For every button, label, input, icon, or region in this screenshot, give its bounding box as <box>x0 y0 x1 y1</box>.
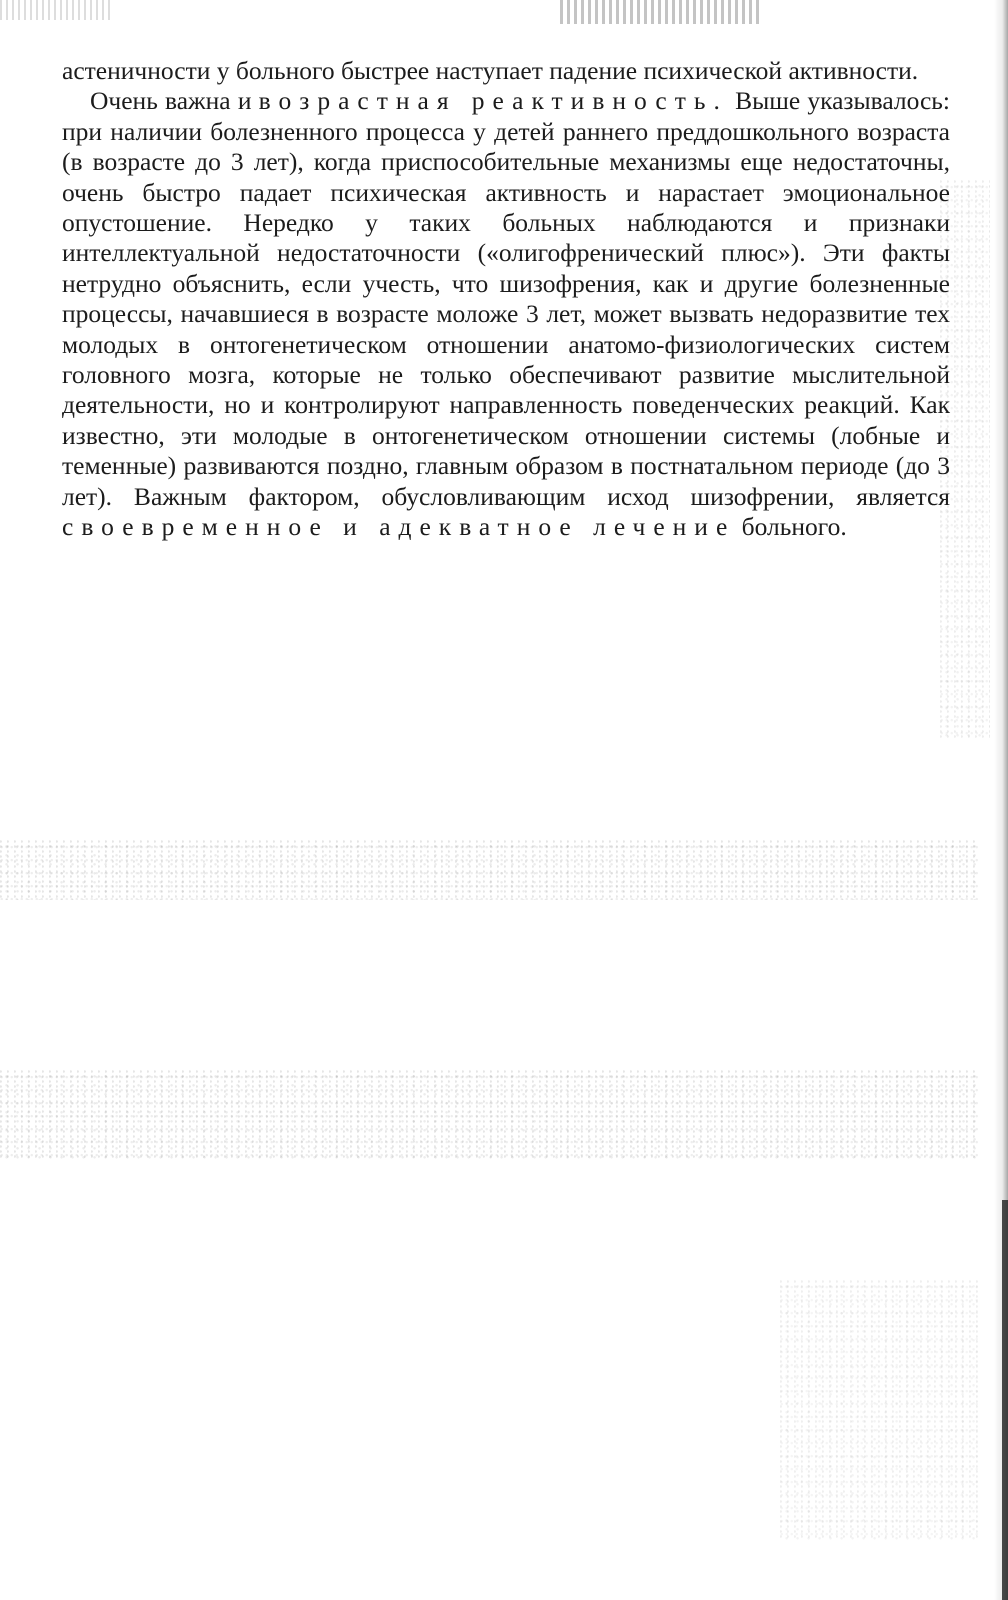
scan-smudge-top-left <box>0 0 110 20</box>
paragraph-ending: больного. <box>741 512 847 542</box>
paragraph-body: Выше указывалось: при наличии болезненного процесса у детей раннего преддошкольного возраста (в возрасте до 3 лет), когда приспособительные механизмы еще недостаточны, очень быстро падает психическая активность и нарастает эмоциональное опустошение. Нередко у таких больных наблюдаются и признаки интеллектуальной недостаточности («олигофренический плюс»). Эти факты нетрудно объяснить, если учесть, что шизофрения, как и другие болезненные процессы, начавшиеся в возрасте моложе 3 лет, может вызвать недоразвитие тех молодых в онтогенетическом отношении анатомо-физиологических систем головного мозга, которые не только обеспечивают развитие мыслительной деятельности, но и контролируют направленность поведенческих реакций. Как известно, эти молодые в онтогенетическом отношении системы (лобные и теменные) развиваются поздно, главным образом в постнатальном периоде (до 3 лет). Важным фактором, обусловливающим исход шизофрении, является <box>62 86 951 511</box>
scan-smudge-top <box>560 0 760 24</box>
emphasis-spaced: возрастная реактивность. <box>258 86 728 116</box>
emphasis-spaced: своевременное и адекватное лечение <box>62 512 736 542</box>
scan-noise-band <box>0 840 980 900</box>
scan-noise-band <box>780 1280 980 1540</box>
paragraph-intro: Очень важна и <box>90 86 252 116</box>
page-edge-dark <box>1002 1200 1008 1600</box>
paragraph <box>62 86 950 542</box>
body-text <box>62 56 950 543</box>
paragraph-continuation: астеничности у больного быстрее наступает падение психической активности. <box>62 56 919 85</box>
scan-noise-band <box>0 1070 980 1160</box>
